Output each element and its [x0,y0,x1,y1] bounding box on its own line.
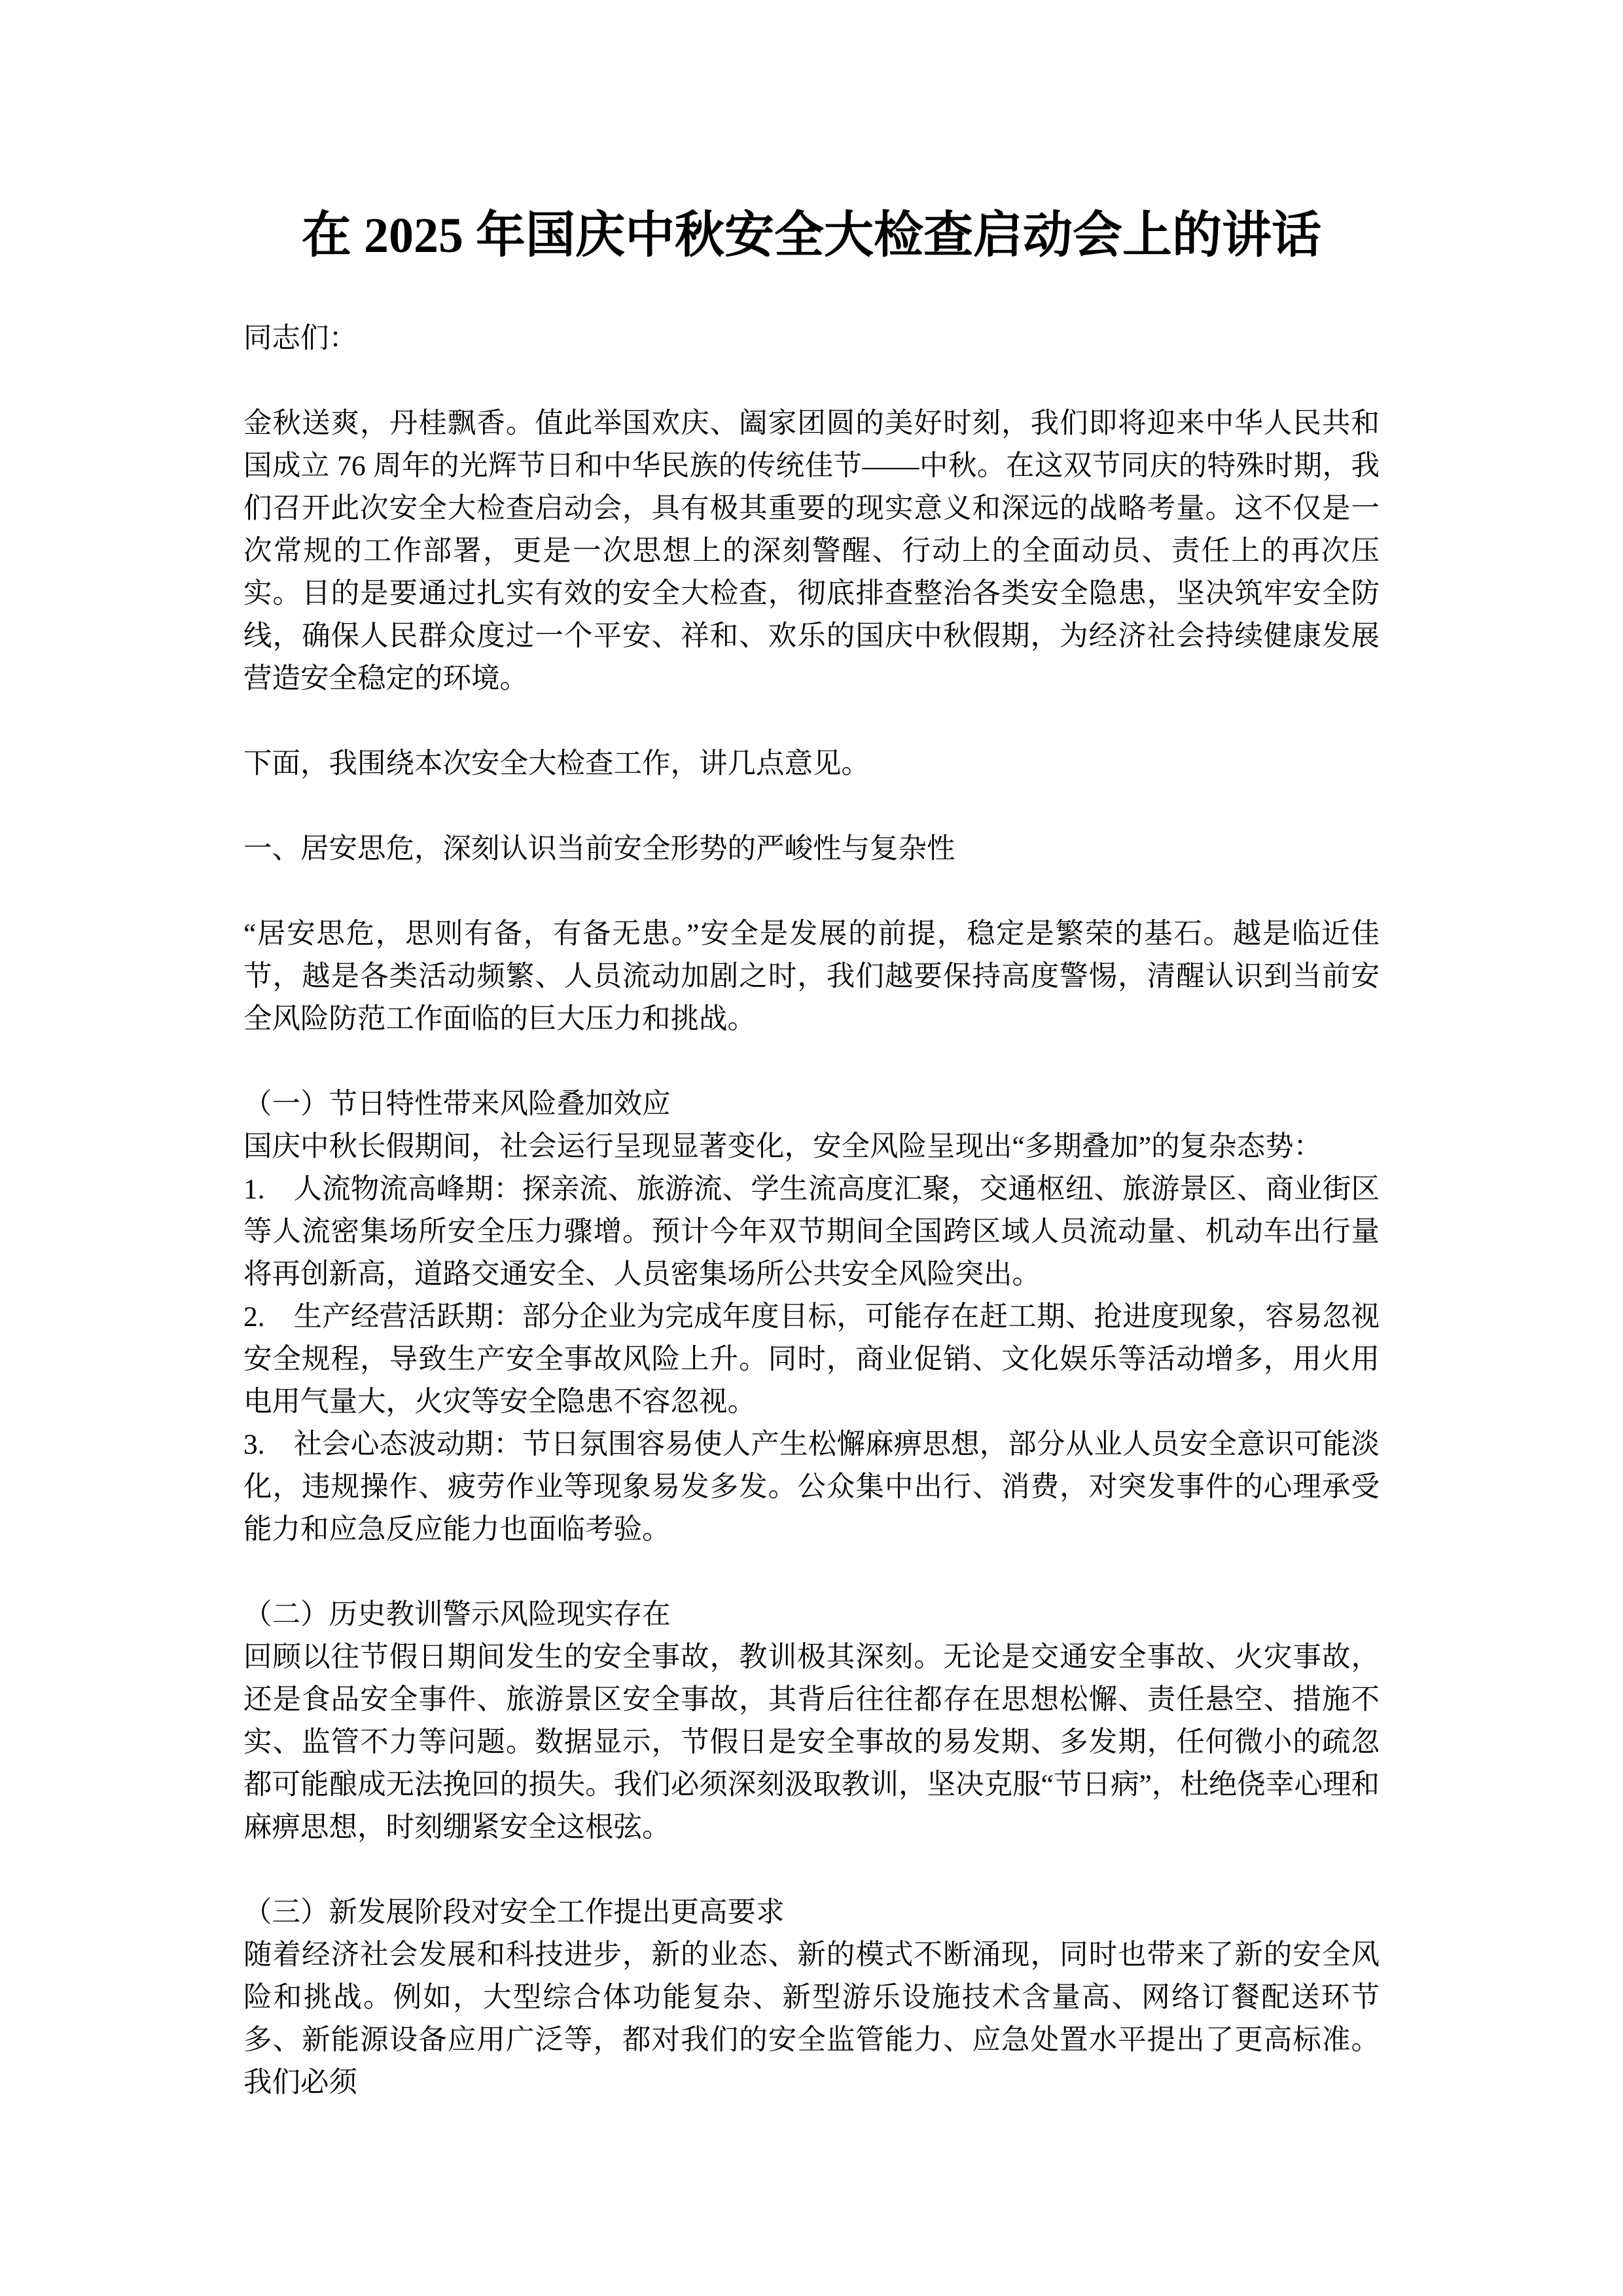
subsection1-lead-paragraph: 国庆中秋长假期间，社会运行呈现显著变化，安全风险呈现出“多期叠加”的复杂态势： [243,1131,1323,1162]
list-item-3: 3. 社会心态波动期：节日氛围容易使人产生松懈麻痹思想，部分从业人员安全意识可能淡化，违规操作、疲劳作业等现象易发多发。公众集中出行、消费，对突发事件的心理承受能力和应急反应能力也面临考验。 [243,1429,1380,1545]
salutation: 同志们： [243,323,357,354]
list-item-2: 2. 生产经营活跃期：部分企业为完成年度目标，可能存在赶工期、抢进度现象，容易忽视安全规程，导致生产安全事故风险上升。同时，商业促销、文化娱乐等活动增多，用火用电用气量大，火灾等安全隐患不容忽视。 [243,1301,1380,1418]
subsection3-body-paragraph: 随着经济社会发展和科技进步，新的业态、新的模式不断涌现，同时也带来了新的安全风险和挑战。例如，大型综合体功能复杂、新型游乐设施技术含量高、网络订餐配送环节多、新能源设备应用广泛等，都对我们的安全监管能力、应急处置水平提出了更高标准。我们必须 [243,1939,1380,2098]
subsection1-heading: （一）节日特性带来风险叠加效应 [243,1088,671,1120]
intro-paragraph: 金秋送爽，丹桂飘香。值此举国欢庆、阖家团圆的美好时刻，我们即将迎来中华人民共和国成立 76 周年的光辉节日和中华民族的传统佳节——中秋。在这双节同庆的特殊时期，我们召开此次安全大检查启动会，具有极其重要的现实意义和深远的战略考量。这不仅是一次常规的工作部署，更是一次思想上的深刻警醒、行动上的全面动员、责任上的再次压实。目的是要通过扎实有效的安全大检查，彻底排查整治各类安全隐患，坚决筑牢安全防线，确保人民群众度过一个平安、祥和、欢乐的国庆中秋假期，为经济社会持续健康发展营造安全稳定的环境。 [243,408,1380,694]
transition-paragraph: 下面，我围绕本次安全大检查工作，讲几点意见。 [243,748,870,780]
list-item-1: 1. 人流物流高峰期：探亲流、旅游流、学生流高度汇聚，交通枢纽、旅游景区、商业街区等人流密集场所安全压力骤增。预计今年双节期间全国跨区域人员流动量、机动车出行量将再创新高，道路交通安全、人员密集场所公共安全风险突出。 [243,1174,1380,1290]
subsection2-body-paragraph: 回顾以往节假日期间发生的安全事故，教训极其深刻。无论是交通安全事故、火灾事故，还是食品安全事件、旅游景区安全事故，其背后往往都存在思想松懈、责任悬空、措施不实、监管不力等问题。数据显示，节假日是安全事故的易发期、多发期，任何微小的疏忽都可能酿成无法挽回的损失。我们必须深刻汲取教训，坚决克服“节日病”，杜绝侥幸心理和麻痹思想，时刻绷紧安全这根弦。 [243,1641,1380,1843]
subsection3-heading: （三）新发展阶段对安全工作提出更高要求 [243,1897,785,1928]
section1-heading: 一、居安思危，深刻认识当前安全形势的严峻性与复杂性 [243,833,955,865]
section1-lead-paragraph: “居安思危，思则有备，有备无患。”安全是发展的前提，稳定是繁荣的基石。越是临近佳节，越是各类活动频繁、人员流动加剧之时，我们越要保持高度警惕，清醒认识到当前安全风险防范工作面临的巨大压力和挑战。 [243,918,1380,1035]
subsection2-heading: （二）历史教训警示风险现实存在 [243,1599,671,1630]
document-title: 在 2025 年国庆中秋安全大检查启动会上的讲话 [302,208,1321,263]
